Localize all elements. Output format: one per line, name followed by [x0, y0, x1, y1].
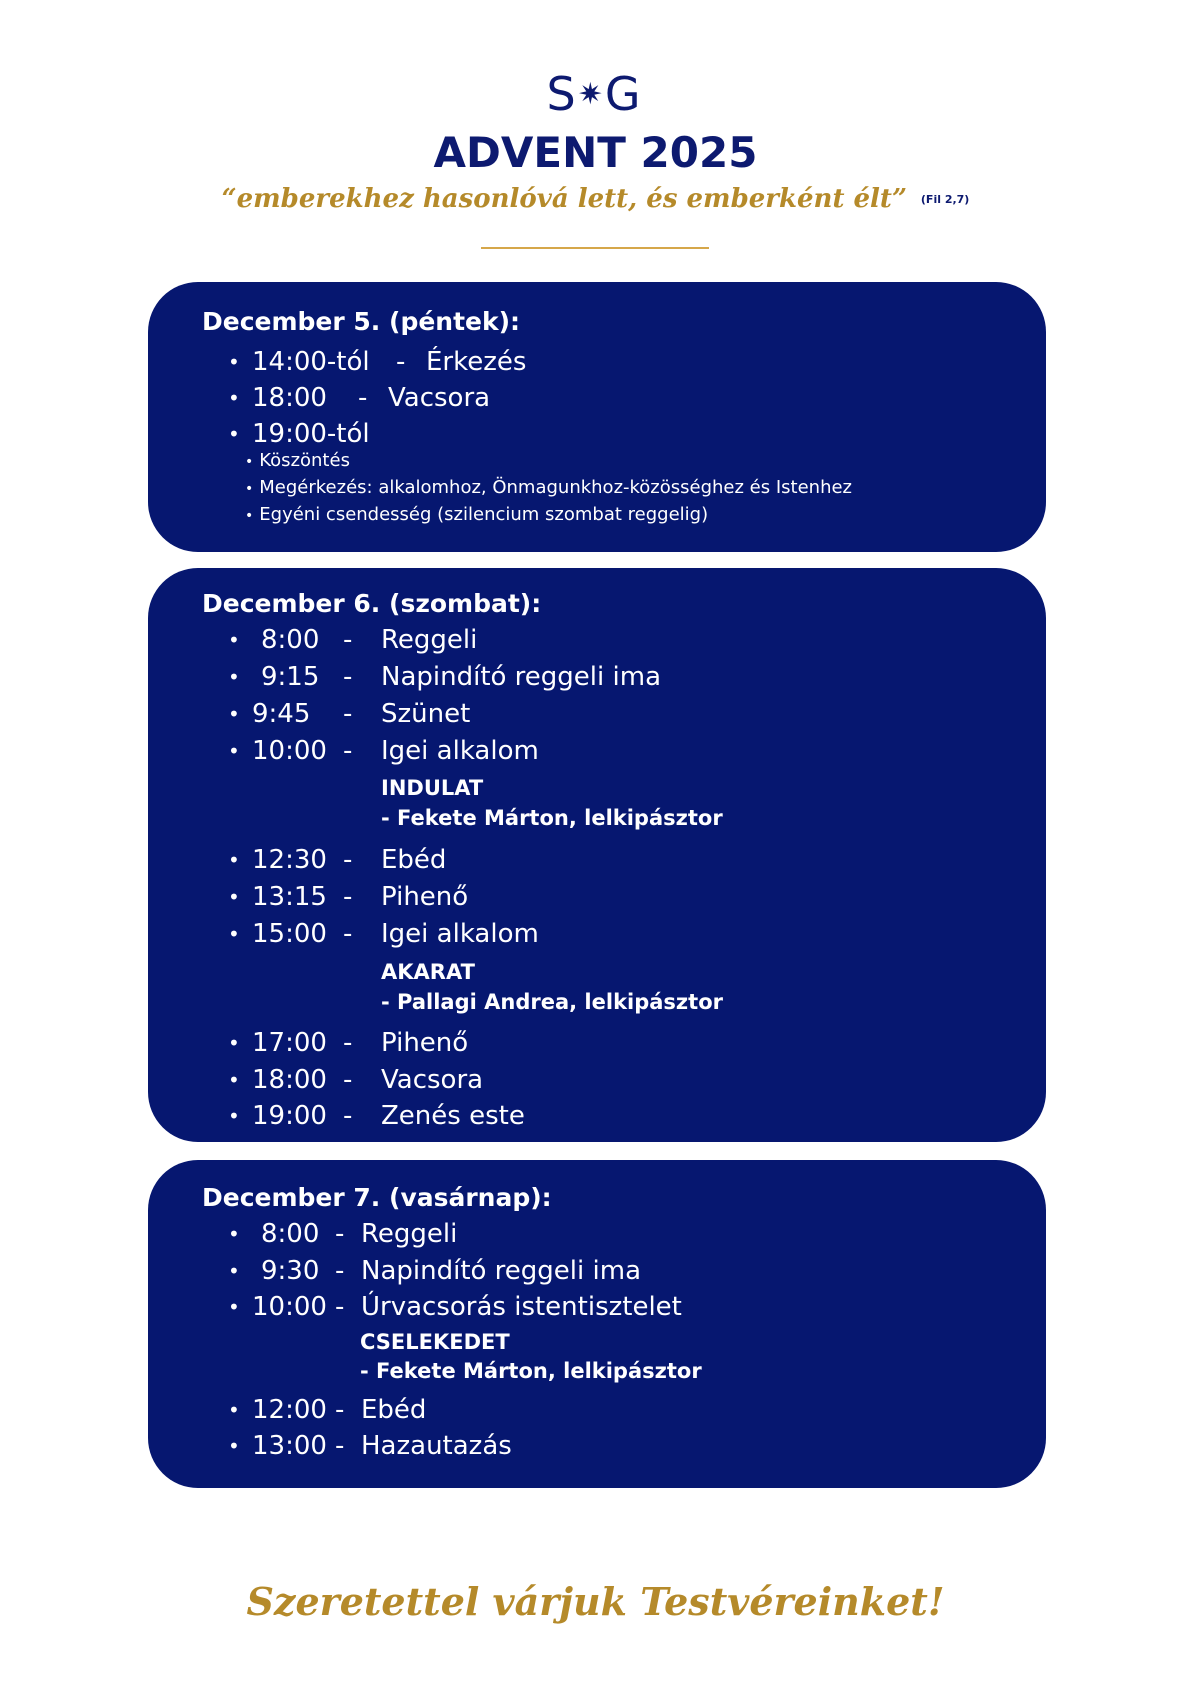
schedule-activity: Napindító reggeli ima — [381, 662, 661, 692]
day-title: December 7. (vasárnap): — [202, 1183, 552, 1212]
day-box-december-5 — [148, 282, 1046, 552]
schedule-time: 10:00 — [252, 736, 327, 766]
schedule-dash: - — [343, 1065, 353, 1095]
schedule-dash: - — [335, 1292, 345, 1322]
schedule-dash: - — [335, 1256, 345, 1286]
schedule-activity: Pihenő — [381, 882, 469, 912]
schedule-time: 18:00 — [252, 383, 327, 413]
schedule-time: 17:00 — [252, 1028, 327, 1058]
bullet-icon: • — [228, 386, 240, 410]
schedule-activity: Pihenő — [381, 1028, 469, 1058]
session-topic: INDULAT — [381, 776, 484, 800]
schedule-time: 19:00-tól — [252, 419, 370, 449]
schedule-time: 13:15 — [252, 882, 327, 912]
schedule-time: 18:00 — [252, 1065, 327, 1095]
schedule-activity: Vacsora — [388, 383, 491, 413]
schedule-dash: - — [343, 882, 353, 912]
bullet-icon: • — [228, 702, 240, 726]
session-topic: CSELEKEDET — [360, 1330, 510, 1354]
bullet-icon: • — [228, 1434, 240, 1458]
schedule-dash: - — [335, 1219, 345, 1249]
bullet-icon: • — [228, 350, 240, 374]
bullet-icon: • — [228, 1031, 240, 1055]
schedule-activity: Igei alkalom — [381, 919, 539, 949]
bullet-icon: • — [228, 628, 240, 652]
schedule-time: 9:45 — [252, 699, 311, 729]
bible-quote — [0, 182, 1191, 217]
schedule-activity: Ebéd — [361, 1395, 427, 1425]
sdg-logo — [0, 66, 1191, 123]
schedule-dash: - — [343, 699, 353, 729]
schedule-activity: Szünet — [381, 699, 471, 729]
schedule-activity: Érkezés — [426, 347, 527, 377]
bullet-icon: • — [228, 885, 240, 909]
schedule-activity: Hazautazás — [361, 1431, 512, 1461]
bullet-icon: • — [228, 739, 240, 763]
session-speaker: - Fekete Márton, lelkipásztor — [381, 806, 723, 830]
schedule-time: 12:00 — [252, 1395, 327, 1425]
bullet-icon: • — [228, 1222, 240, 1246]
bullet-icon: • — [245, 454, 254, 470]
schedule-activity: Vacsora — [381, 1065, 484, 1095]
schedule-activity: Reggeli — [361, 1219, 458, 1249]
logo-letter-g: G — [604, 67, 645, 121]
bullet-icon: • — [245, 481, 254, 497]
page-title: ADVENT 2025 — [433, 128, 758, 177]
day-box-december-6 — [148, 568, 1046, 1142]
schedule-dash: - — [358, 383, 368, 413]
schedule-dash: - — [343, 736, 353, 766]
schedule-dash: - — [343, 919, 353, 949]
schedule-dash: - — [343, 845, 353, 875]
schedule-activity: Úrvacsorás istentisztelet — [361, 1292, 682, 1322]
schedule-dash: - — [335, 1395, 345, 1425]
schedule-activity: Ebéd — [381, 845, 447, 875]
star-icon: ✷ — [577, 77, 607, 112]
session-topic: AKARAT — [381, 960, 475, 984]
schedule-dash: - — [343, 1101, 353, 1131]
day-box-december-7 — [148, 1160, 1046, 1488]
sub-item: • Egyéni csendesség (szilencium szombat reggelig) — [245, 504, 709, 525]
schedule-activity: Igei alkalom — [381, 736, 539, 766]
schedule-time: 9:15 — [261, 662, 320, 692]
quote-text: “emberekhez hasonlóvá lett, és emberként élt” — [221, 184, 907, 214]
footer-greeting: Szeretettel várjuk Testvéreinket! — [246, 1579, 945, 1624]
bullet-icon: • — [228, 1259, 240, 1283]
session-speaker: - Pallagi Andrea, lelkipásztor — [381, 990, 723, 1014]
schedule-time: 8:00 — [261, 625, 320, 655]
schedule-dash: - — [343, 662, 353, 692]
day-title: December 6. (szombat): — [202, 589, 542, 618]
bullet-icon: • — [228, 1104, 240, 1128]
header-divider — [481, 247, 709, 249]
bullet-icon: • — [228, 1398, 240, 1422]
schedule-time: 14:00-tól — [252, 347, 370, 377]
sub-item: • Megérkezés: alkalomhoz, Önmagunkhoz-közösséghez és Istenhez — [245, 477, 853, 498]
schedule-time: 12:30 — [252, 845, 327, 875]
bullet-icon: • — [228, 848, 240, 872]
schedule-dash: - — [343, 625, 353, 655]
session-speaker: - Fekete Márton, lelkipásztor — [360, 1359, 702, 1383]
schedule-time: 8:00 — [261, 1219, 320, 1249]
logo-letter-s: S — [546, 67, 580, 121]
sub-item: • Köszöntés — [245, 450, 350, 471]
bullet-icon: • — [228, 665, 240, 689]
schedule-time: 9:30 — [261, 1256, 320, 1286]
bullet-icon: • — [228, 422, 240, 446]
schedule-dash: - — [343, 1028, 353, 1058]
schedule-time: 15:00 — [252, 919, 327, 949]
schedule-dash: - — [396, 347, 406, 377]
quote-reference: (Fil 2,7) — [920, 193, 970, 206]
schedule-time: 10:00 — [252, 1292, 327, 1322]
bullet-icon: • — [228, 1068, 240, 1092]
schedule-time: 19:00 — [252, 1101, 327, 1131]
bullet-icon: • — [228, 1295, 240, 1319]
schedule-activity: Zenés este — [381, 1101, 525, 1131]
day-title: December 5. (péntek): — [202, 307, 521, 336]
schedule-activity: Reggeli — [381, 625, 478, 655]
schedule-time: 13:00 — [252, 1431, 327, 1461]
schedule-dash: - — [335, 1431, 345, 1461]
schedule-activity: Napindító reggeli ima — [361, 1256, 641, 1286]
bullet-icon: • — [228, 922, 240, 946]
bullet-icon: • — [245, 508, 254, 524]
